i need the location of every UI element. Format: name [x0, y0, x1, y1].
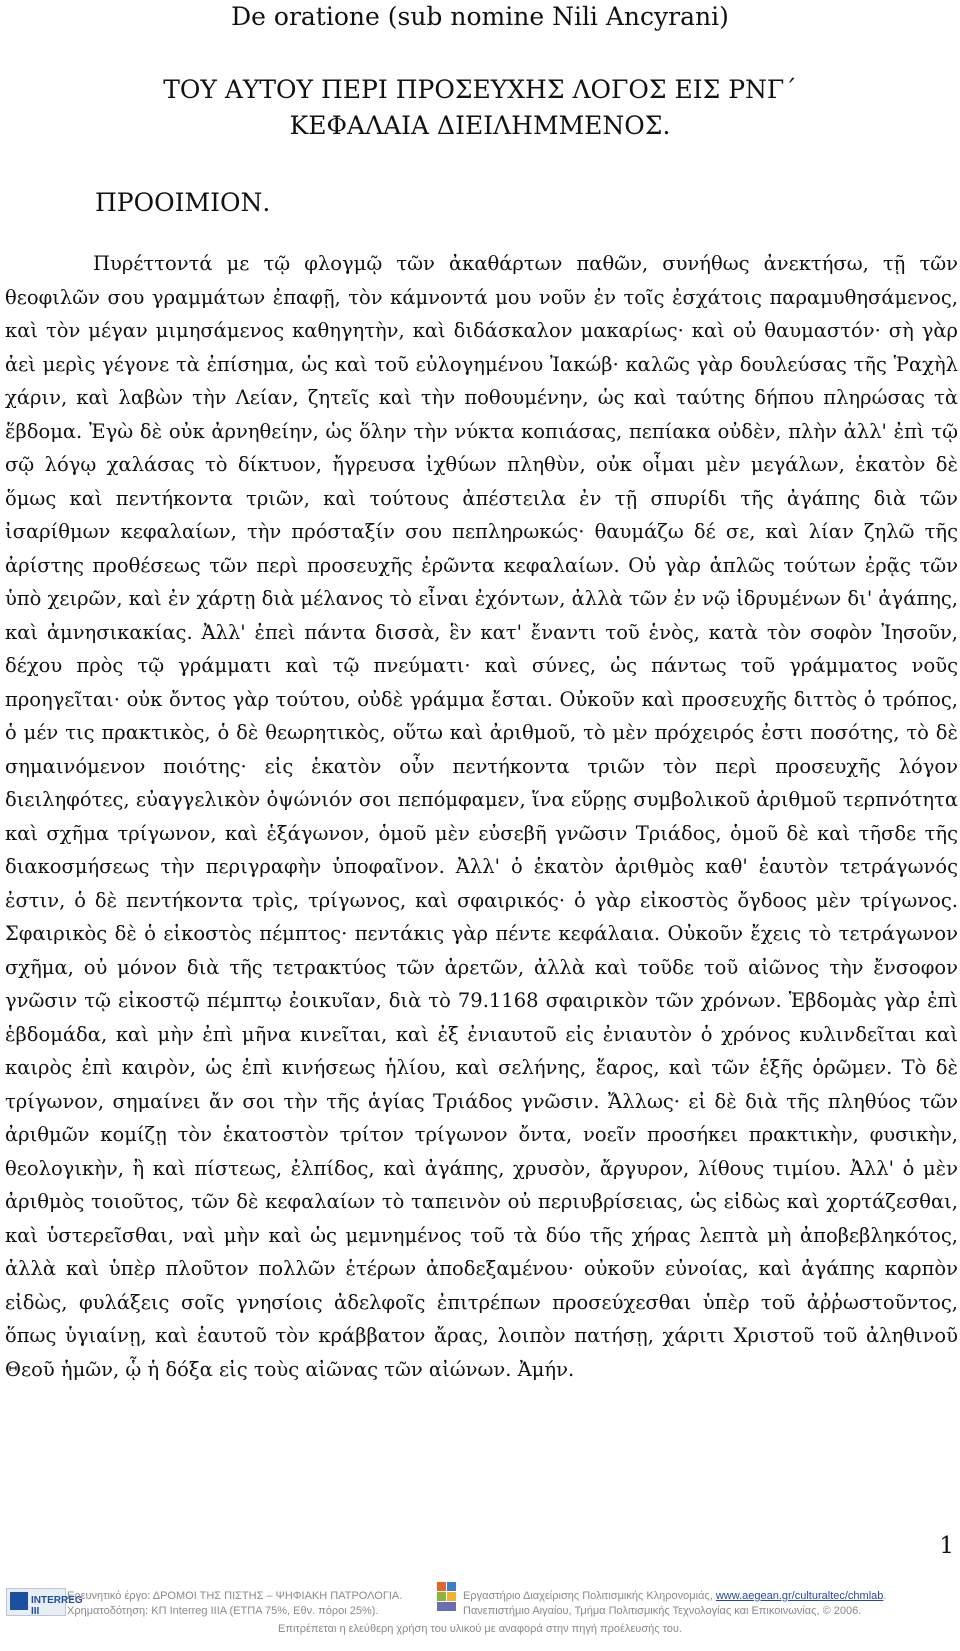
interreg-logo-icon — [6, 1588, 83, 1617]
footer — [0, 1580, 960, 1651]
document-heading: ΤΟΥ ΑΥΤΟΥ ΠΕΡΙ ΠΡΟΣΕΥΧΗΣ ΛΟΓΟΣ ΕΙΣ ΡΝΓ΄ ΚΕΦΑΛΑΙΑ ΔΙΕΙΛΗΜΜΕΝΟΣ. — [163, 75, 797, 140]
document-title: De oratione (sub nomine Nili Ancyrani) — [231, 2, 729, 31]
footer-license-line: Επιτρέπεται η ελεύθερη χρήση του υλικού με αναφορά στην πηγή προέλευσής του. — [278, 1623, 682, 1635]
footer-lab-link[interactable]: www.aegean.gr/culturaltec/chmlab — [715, 1590, 884, 1602]
section-heading: ΠΡΟΟΙΜΙΟΝ. — [95, 188, 271, 217]
eu-stars-logo-icon — [10, 1592, 28, 1610]
lab-blocks-logo-icon — [437, 1582, 457, 1616]
footer-university-line: Πανεπιστήμιο Αιγαίου, Τμήμα Πολιτισμικής Τεχνολογίας και Επικοινωνίας, © 2006. — [463, 1605, 862, 1617]
footer-project-line: Ερευνητικό έργο: ΔΡΟΜΟΙ ΤΗΣ ΠΙΣΤΗΣ – ΨΗΦΙΑΚΗ ΠΑΤΡΟΛΟΓΙΑ. — [67, 1590, 403, 1602]
footer-lab-line — [463, 1589, 886, 1603]
body-paragraph: Πυρέττοντά με τῷ φλογμῷ τῶν ἀκαθάρτων παθῶν, συνήθως ἀνεκτήσω, τῇ τῶν θεοφιλῶν σου γραμμάτων ἐπαφῇ, τὸν κάμνοντά μου νοῦν ἐν τοῖς ἐσχάτοις παραμυθησάμενος, καὶ τὸν μέγαν μιμησάμενος καθηγητὴν, καὶ διδάσκαλον μακαρίως· καὶ οὐ θαυμαστόν· σὴ γὰρ ἀεὶ μερὶς γέγονε τὰ ἐπίσημα, ὡς καὶ τοῦ εὐλογημένου Ἰακώβ· καλῶς γὰρ δουλεύσας τῆς Ῥαχὴλ χάριν, καὶ λαβὼν τὴν Λείαν, ζητεῖς καὶ τὴν ποθουμένην, ὡς καὶ ταύτης δήπου πληρώσας τὰ ἕβδομα. Ἐγὼ δὲ οὐκ ἀρνηθείην, ὡς ὅλην τὴν νύκτα κοπιάσας, πεπίακα οὐδὲν, πλὴν ἀλλ' ἐπὶ τῷ σῷ λόγῳ χαλάσας τὸ δίκτυον, ἤγρευσα ἰχθύων πληθὺν, οὐκ οἶμαι μὲν μεγάλων, ἑκατὸν δὲ ὅμως καὶ πεντήκοντα τριῶν, καὶ τούτους ἀπέστειλα ἐν τῇ σπυρίδι τῆς ἀγάπης διὰ τῶν ἰσαρίθμων κεφαλαίων, τὴν πρόσταξίν σου πεπληρωκώς· θαυμάζω δέ σε, καὶ λίαν ζηλῶ τῆς ἀρίστης προθέσεως τῶν περὶ προσευχῆς ἐρῶντα κεφαλαίων. Οὐ γὰρ ἁπλῶς τούτων ἐρᾷς τῶν ὑπὸ χειρῶν, καὶ ἐν χάρτῃ διὰ μέλανος τὸ εἶναι ἐχόντων, ἀλλὰ τῶν ἐν νῷ ἱδρυμένων δι' ἀγάπης, καὶ ἀμνησικακίας. Ἀλλ' ἐπεὶ πάντα δισσὰ, ἓν κατ' ἔναντι τοῦ ἑνὸς, κατὰ τὸν σοφὸν Ἰησοῦν, δέχου πρὸς τῷ γράμματι καὶ τῷ πνεύματι· καὶ σύνες, ὡς πάντως τοῦ γράμματος νοῦς προηγεῖται· οὐκ ὄντος γὰρ τούτου, οὐδὲ γράμμα ἔσται. Οὐκοῦν καὶ προσευχῆς διττὸς ὁ τρόπος, ὁ μέν τις πρακτικὸς, ὁ δὲ θεωρητικὸς, οὕτω καὶ ἀριθμοῦ, τὸ μὲν πρόχειρός ἐστι ποσότης, τὸ δὲ σημαινόμενον ποιότης· εἰς ἑκατὸν οὖν πεντήκοντα τριῶν τὸν περὶ προσευχῆς λόγον διειληφότες, εὐαγγελικὸν ὀψώνιόν σοι πεπόμφαμεν, ἵνα εὕρῃς συμβολικοῦ ἀριθμοῦ τερπνότητα καὶ σχῆμα τρίγωνον, καὶ ἑξάγωνον, ὁμοῦ μὲν εὐσεβῆ γνῶσιν Τριάδος, ὁμοῦ δὲ καὶ τῆσδε τῆς διακοσμήσεως τὴν περιγραφὴν ὑποφαῖνον. Ἀλλ' ὁ ἑκατὸν ἀριθμὸς καθ' ἑαυτὸν τετράγωνός ἐστιν, ὁ δὲ πεντήκοντα τρὶς, τρίγωνος, καὶ σφαιρικός· ὁ γὰρ εἰκοστὸς ὄγδοος μὲν τρίγωνος. Σφαιρικὸς δὲ ὁ εἰκοστὸς πέμπτος· πεντάκις γὰρ πέντε κεφάλαια. Οὐκοῦν ἔχεις τὸ τετράγωνον σχῆμα, οὐ μόνον διὰ τῆς τετρακτύος τῶν ἀρετῶν, ἀλλὰ καὶ τοῦδε τοῦ αἰῶνος τὴν ἔνσοφον γνῶσιν τῷ εἰκοστῷ πέμπτῳ ἐοικυῖαν, διὰ τὸ 79.1168 σφαιρικὸν τῶν χρόνων. Ἑβδομὰς γὰρ ἐπὶ ἑβδομάδα, καὶ μὴν ἐπὶ μῆνα κινεῖται, καὶ ἐξ ἐνιαυτοῦ εἰς ἐνιαυτὸν ὁ χρόνος κυλινδεῖται καὶ καιρὸς ἐπὶ καιρὸν, ὡς ἐπὶ κινήσεως ἡλίου, καὶ σελήνης, ἔαρος, καὶ τῶν ἑξῆς ὁρῶμεν. Τὸ δὲ τρίγωνον, σημαίνει ἄν σοι τὴν τῆς ἁγίας Τριάδος γνῶσιν. Ἄλλως· εἰ δὲ διὰ τῆς πληθύος τῶν ἀριθμῶν κομίζῃ τὸν ἑκατοστὸν τρίτον τρίγωνον ὄντα, νοεῖν προσήκει πρακτικὴν, φυσικὴν, θεολογικὴν, ἢ καὶ πίστεως, ἐλπίδος, καὶ ἀγάπης, χρυσὸν, ἄργυρον, λίθους τιμίου. Ἀλλ' ὁ μὲν ἀριθμὸς τοιοῦτος, τῶν δὲ κεφαλαίων τὸ ταπεινὸν οὐ περιυβρίσειας, ὡς εἰδὼς καὶ χορτάζεσθαι, καὶ ὑστερεῖσθαι, ναὶ μὴν καὶ ὡς μεμνημένος τοῦ τὰ δύο τῆς χήρας λεπτὰ μὴ ἀποβεβληκότος, ἀλλὰ καὶ ὑπὲρ πλοῦτον πολλῶν ἑτέρων ἀποδεξαμένου· οὐκοῦν εὐνοίας, καὶ ἀγάπης καρπὸν εἰδὼς, φυλάξεις σοῖς γνησίοις ἀδελφοῖς ἐπιτρέπων προσεύχεσθαι ὑπὲρ τοῦ ἀῤῥωστοῦντος, ὅπως ὑγιαίνῃ, καὶ ἑαυτοῦ τὸν κράββατον ἄρας, λοιπὸν πατήσῃ, χάριτι Χριστοῦ τοῦ ἀληθινοῦ Θεοῦ ἡμῶν, ᾧ ἡ δόξα εἰς τοὺς αἰῶνας τῶν αἰώνων. Ἀμήν. — [5, 252, 958, 1381]
footer-lab-prefix: Εργαστήριο Διαχείρισης Πολιτισμικής Κληρονομιάς, — [463, 1590, 716, 1602]
footer-funding-line: Χρηματοδότηση: ΚΠ Interreg IIIA (ΕΤΠΑ 75%, Εθν. πόροι 25%). — [67, 1605, 379, 1617]
interreg-logo-text: INTERREG III — [31, 1595, 83, 1617]
page-number: 1 — [939, 1533, 954, 1559]
footer-lab-suffix: . — [883, 1590, 887, 1602]
